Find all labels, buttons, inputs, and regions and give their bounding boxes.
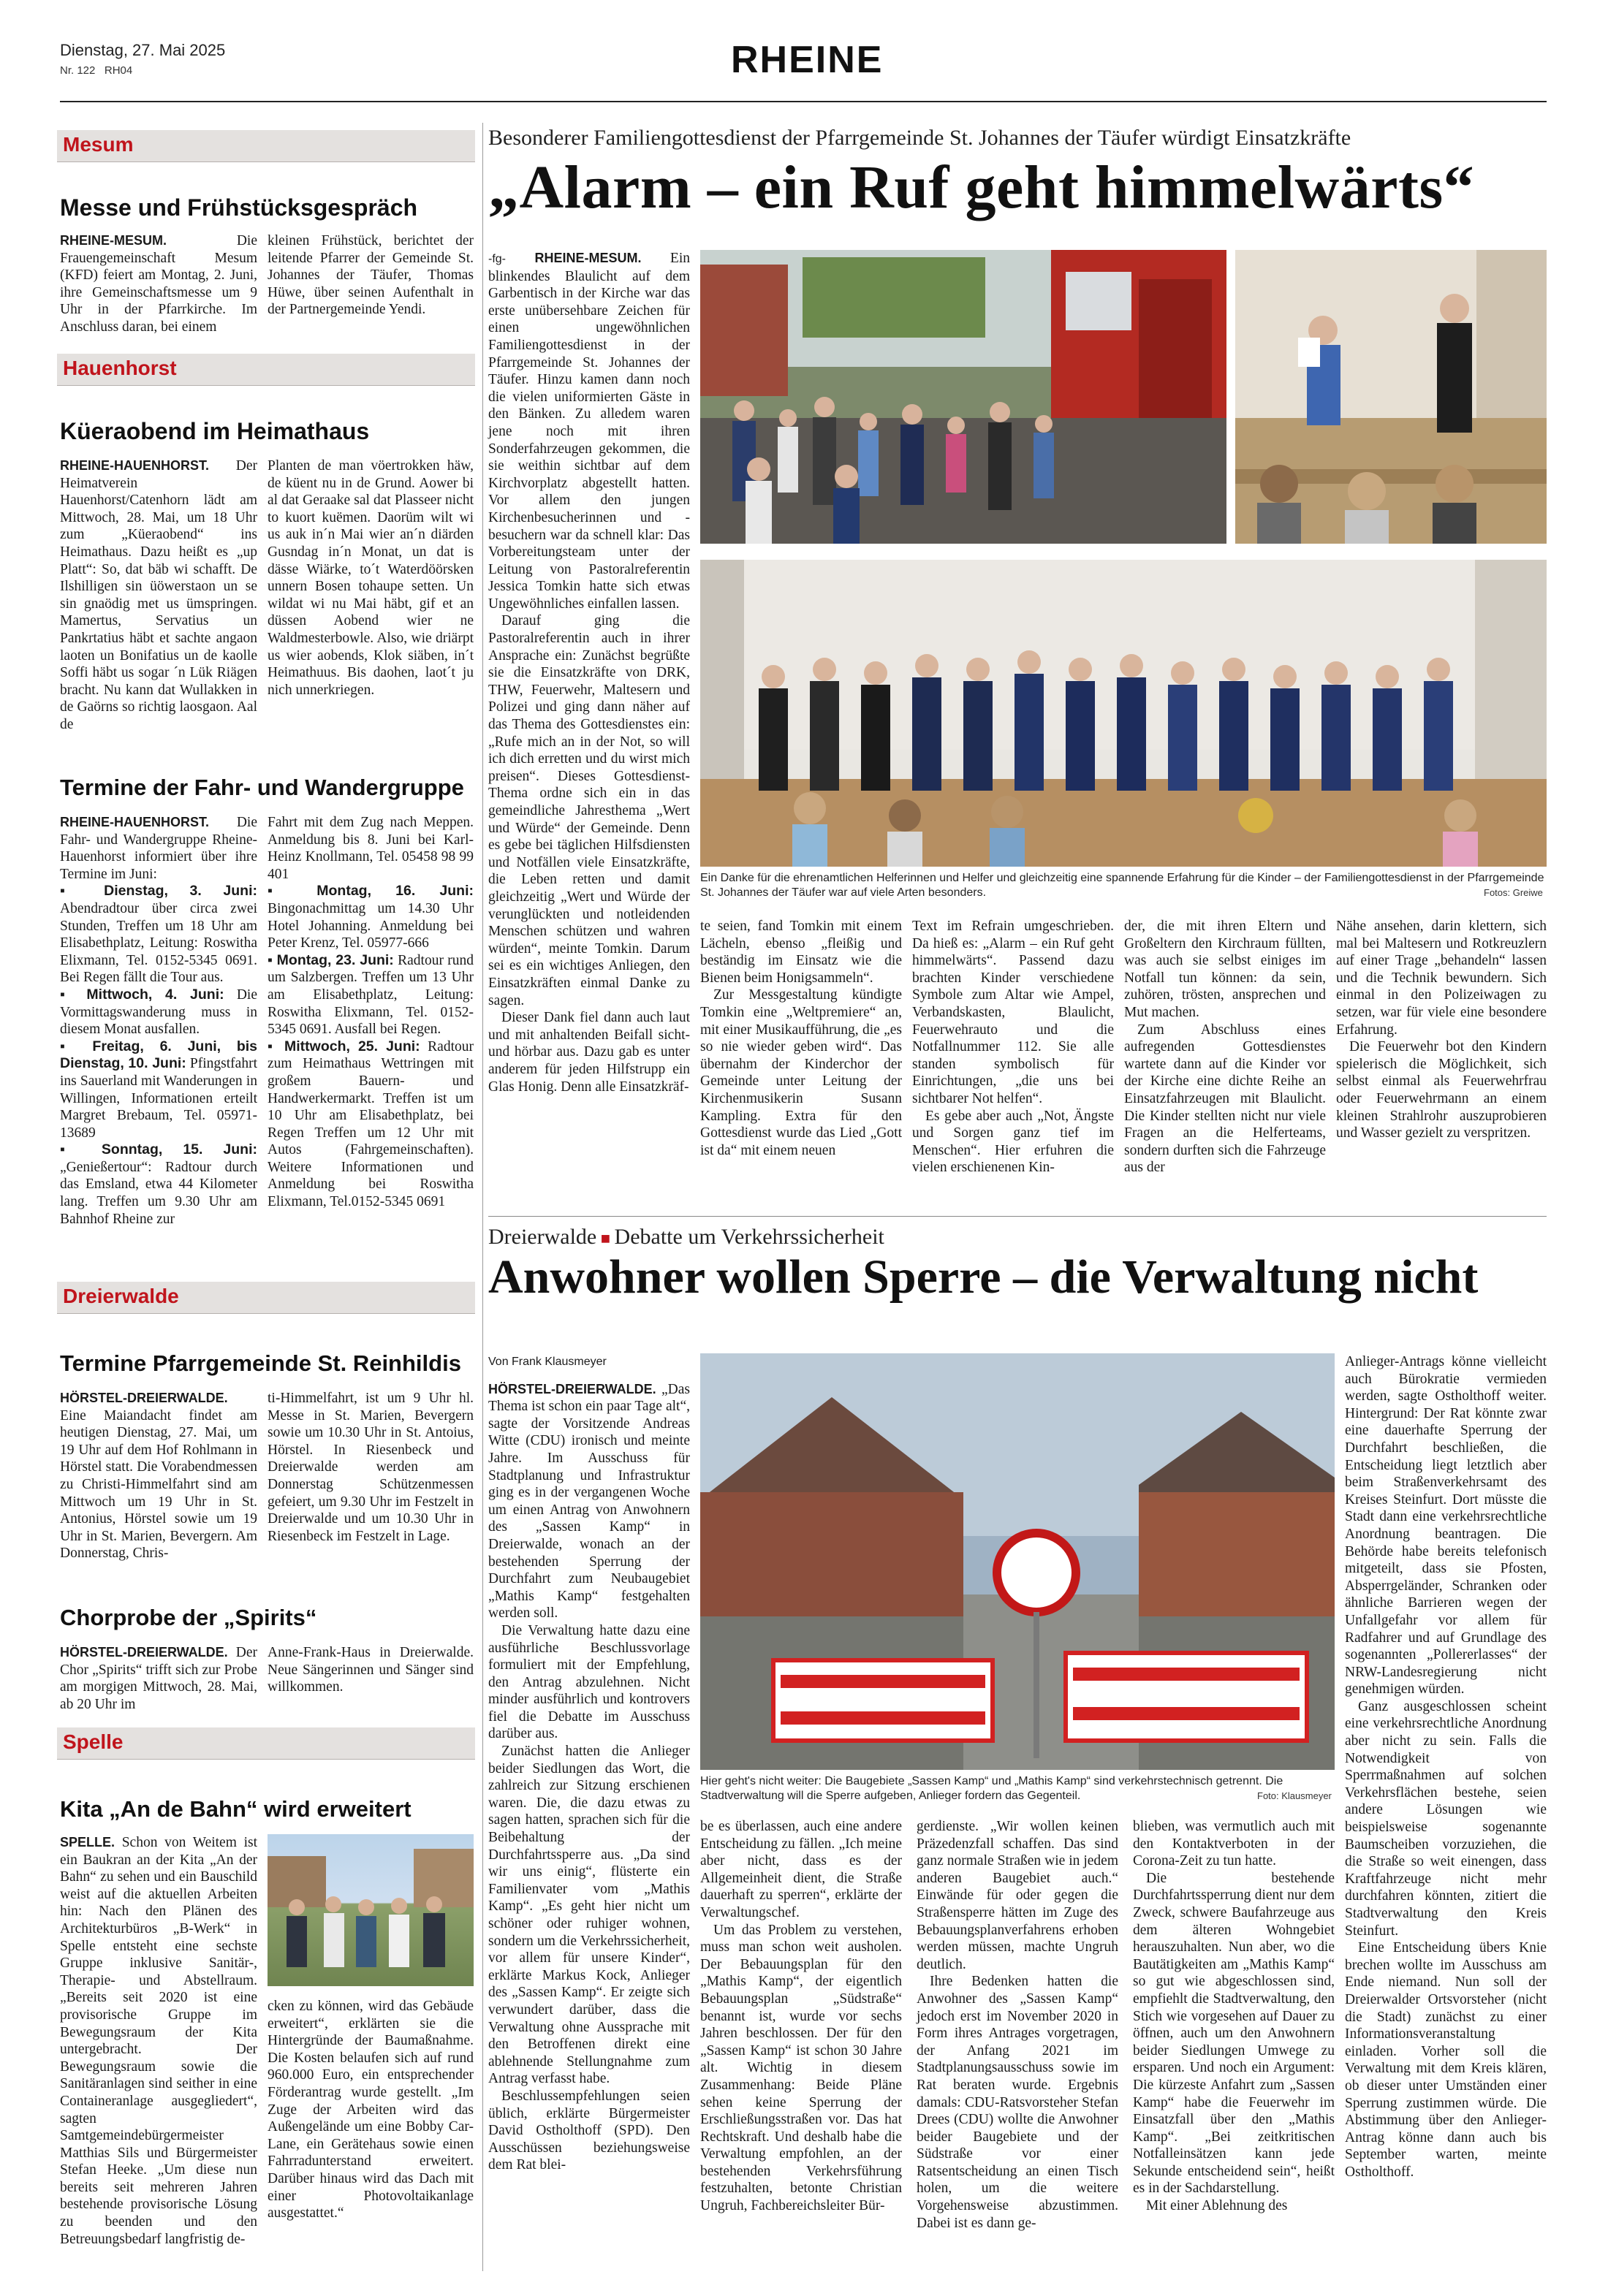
- article1-text-4b: Zum Abschluss eines aufregenden Gottesdienstes wartete dann auf die Kinder vor der Kirche eine dichte Reihe an Einsatzfahrzeugen mit Blaulicht. Die Kinder stellten nicht nur viele Fragen an die Helferteams, sondern durften sich die Fahrzeuge aus der: [1124, 1022, 1326, 1176]
- mesum-dateline: RHEINE-MESUM.: [60, 233, 167, 248]
- article1-col2: [700, 918, 902, 1159]
- mesum-text-1: Die Frauengemeinschaft Mesum (KFD) feiert am Montag, 2. Juni, ihre Gemeinschaftsmesse um 9 Uhr in der Pfarrkirche. Im Anschluss daran, bei einem: [60, 233, 257, 335]
- article2-text-3b: Ihre Bedenken hatten die Anwohner des „Sassen Kamp“ jedoch erst im November 2020 in Form ihres Antrages vorgetragen, der Anfang 2021 im Stadtplanungsausschuss sowie im Rat beraten wurde. Ergebnis damals: CDU-Ratsvorsteher Stefan Drees (CDU) wollte die Anwohner beider Baugebiete und der Südstraße vor einer Ratsentscheidung an einen Tisch holen, um die weitere Vorgehensweise abzustimmen. Dabei ist es dann ge-: [917, 1974, 1118, 2231]
- article1-text-2b: Zur Messgestaltung kündigte Tomkin eine „Weltpremiere“ an, mit einer Musikaufführung, die „es so nie wieder geben wird“. Das übernahm der Kinderchor der Gemeinde unter Leitung der Kirchenmusikerin Susann Kampling. Extra für den Gottesdienst wurde das Lied „Gott ist da“ mit einem neuen: [700, 987, 902, 1158]
- article1-caption: Ein Danke für die ehrenamtlichen Helferinnen und Helfer und gleichzeitig eine spannende Erfahrung für die Kinder – der Familiengottesdienst in der Pfarrgemeinde St. Johannes der Täufer war auf viele Arten besonders.: [700, 872, 1544, 899]
- fahr-intro: Die Fahr- und Wandergruppe Rheine-Hauenhorst informiert über ihre Termine im Juni:: [60, 815, 257, 882]
- article2-text-4b: Die bestehende Durchfahrtssperrung dient nur dem Zweck, schwere Baufahrzeuge aus dem älteren Wohngebiet herauszuhalten. Nun aber, wo die Bautätigkeiten am „Mathis Kamp“ so gut wie abgeschlossen sind, empfiehlt die Stadtverwaltung, den Stich wie vorgesehen auf Dauer zu öffnen, auch um den Anwohnern beider Siedlungen Umwege zu ersparen. Und noch ein Argument: Die kürzeste Anfahrt zum „Sassen Kamp“ habe die Feuerwehr im Einsatzfall über den „Mathis Kamp“. „Bei zeitkritischen Notfalleinsätzen kann jede Sekunde entscheidend sein“, heißt es in der Sachdarstellung.: [1133, 1870, 1335, 2197]
- mesum-col2: [268, 232, 474, 319]
- article1-text-3: Text im Refrain umgeschrieben. Da hieß es: „Alarm – ein Ruf geht himmelwärts“. Passend dazu brachten Kinder verschiedene Symbole zum Altar wie Ampel, Verbandskasten, Blaulicht, Feuerwehrauto und die Notfallnummer 112. Sie alle standen symbolisch für Einrichtungen, „die uns bei sichtbarer Not helfen“.: [912, 919, 1114, 1106]
- fahr-list-2: [268, 883, 474, 1210]
- article2-dateline: HÖRSTEL-DREIERWALDE.: [488, 1381, 656, 1396]
- spirits-col2: [268, 1644, 474, 1696]
- article2-text-4: blieben, was vermutlich auch mit den Kontaktverboten in der Corona-Zeit zu tun hatte.: [1133, 1819, 1335, 1869]
- spelle-text-1: Schon von Weitem ist ein Baukran an der Kita „An der Bahn“ zu sehen und ein Bauschild weist auf die aktuellen Arbeiten hin: Nach den Plänen des Architekturbüros „B-Werk“ in Spelle entsteht eine sechste Gruppe inklusive Sanitär-, Therapie- und Abstellraum. „Bereits seit 2020 ist eine provisorische Gruppe im Bewegungsraum der Kita untergebracht. Der Bewegungsraum sowie die Sanitäranlagen sind seither in eine Containeranlage ausgegliedert“, sagten Samtgemeindebürgermeister Matthias Sils und Bürgermeister Stefan Heeke. „Um diese nun bereits seit mehreren Jahren bestehende provisorische Lösung zu beenden und den Betreuungsbedarf langfristig de-: [60, 1835, 257, 2247]
- list-item: ▪ Mittwoch, 25. Juni: Radtour zum Heimathaus Wettringen mit großem Bauern- und Handwerkermarkt. Treffen ist um 10 Uhr am Elisabethplatz, bei Regen Treffen um 12 Uhr mit Autos (Fahrgemeinschaften). Weitere Informationen und Anmeldung bei Roswitha Elixmann, Tel.0152-5345 0691: [268, 1038, 474, 1210]
- section-label-spelle: Spelle: [63, 1730, 124, 1753]
- article2-kicker: [488, 1225, 884, 1250]
- article2-text-2: be es überlassen, auch eine andere Entscheidung zu fällen. „Ich meine aber nicht, dass es der Allgemeinheit dient, die Straße dauerhaft zu sperren“, erklärte der Verwaltungschef.: [700, 1819, 902, 1920]
- mesum-text-2: kleinen Frühstück, berichtet der leitende Pfarrer der Gemeinde St. Johannes der Täufer, Thomas Hüwe, über seinen Aufenthalt in der Partnergemeinde Yendi.: [268, 233, 474, 318]
- hauenhorst-text-2: Planten de man vöertrokken häw, de küent nu in de Grund. Aower bi al dat Geraake sal dat Plasseer nicht to kuort kuëmen. Daorüm wilt wi us auk in´n Mai wier an´n diärden Gusndag in´n Monat, un dat is dässe Wiärke, to´t Waterdöörsken unnern Bosen tohaupe setten. Un wildat wi nu Mai häbt, gif et an düssen Aobend wier ne Waldmesterbowle. Also, wie driärpt us wier aobends, Klok siäben, in´t Heimathuus. Bis daohen, laot´t ju nich unnerkriegen.: [268, 458, 474, 698]
- fahr-text: Bingonachmittag um 14.30 Uhr Hotel Johanning. Anmeldung bei Peter Krenz, Tel. 05977-666: [268, 900, 474, 951]
- fahr-text: Abendradtour über circa zwei Stunden, Treffen um 18 Uhr am Elisabethplatz, Leitung: Roswitha Elixmann, Tel. 0152-5345 0691. Bei Regen fällt die Tour aus.: [60, 900, 257, 986]
- fahr-headline: Termine der Fahr- und Wandergruppe: [60, 775, 464, 800]
- column-separator: [482, 123, 483, 2271]
- photo-readers: [1235, 250, 1547, 544]
- dreierwalde-col1: [60, 1390, 257, 1562]
- fahr-day: Mittwoch, 25. Juni:: [284, 1038, 420, 1054]
- list-item: ▪ Montag, 16. Juni: Bingonachmittag um 14.30 Uhr Hotel Johanning. Anmeldung bei Peter Krenz, Tel. 05977-666: [268, 883, 474, 951]
- article2-text-1: „Das Thema ist schon ein paar Tage alt“, sagte der Vorsitzende Andreas Witte (CDU) ironisch und meinte Jahre. Im Ausschuss für Stadtplanung und Infrastruktur ging es in der vergangenen Woche um einen Antrag von Anwohnern des „Sassen Kamp“ in Dreierwalde, wonach an der bestehenden Sperrung der Durchfahrt zum Neubaugebiet „Mathis Kamp“ festgehalten werden soll.: [488, 1381, 690, 1622]
- article2-col4: [1133, 1818, 1335, 2215]
- article1-credit: Fotos: Greiwe: [1484, 887, 1543, 898]
- article1-text-4: der, die mit ihren Eltern und Großeltern den Kirchraum füllten, was auch sie selbst einiges im Notfall tun können: da sein, zuhören, trösten, ansprechen und Mut machen.: [1124, 919, 1326, 1020]
- spelle-dateline: SPELLE.: [60, 1835, 115, 1850]
- article2-text-4c: Mit einer Ablehnung des: [1146, 2198, 1288, 2214]
- photo-fire-truck: [700, 250, 1226, 544]
- spelle-col2: [268, 1998, 474, 2222]
- article2-text-5: Anlieger-Antrags könne vielleicht auch Bürokratie vermieden werden, sagte Ostholthoff weiter. Hintergrund: Der Rat könnte zwar eine dauerhafte Sperrung der Durchfahrt beschließen, die Entscheidung liegt letztlich aber beim Straßenverkehrsamt des Kreises Steinfurt. Dort müsste die Stadt dann eine verkehrsrechtliche Anordnung beantragen. Die Behörde habe bereits telefonisch mitgeteilt, dass sie Pfosten, Absperrgeländer, Schranken oder ähnliche Barrieren wegen der Unfallgefahr vor allem für Radfahrer und auf Grundlage des sogenannten „Pollererlasses“ der NRW-Landesregierung nicht genehmigen würden.: [1345, 1354, 1547, 1698]
- masthead-rule: [60, 101, 1547, 102]
- article2-col1: [488, 1353, 690, 2174]
- hauenhorst-dateline: RHEINE-HAUENHORST.: [60, 458, 210, 473]
- photo-helpers-group: [700, 560, 1547, 867]
- spelle-col1: [60, 1834, 257, 2248]
- list-item: ▪ Mittwoch, 4. Juni: Die Vormittagswanderung muss in diesem Monat ausfallen.: [60, 986, 257, 1038]
- spelle-photo: [268, 1834, 474, 1986]
- article2-text-5b: Ganz ausgeschlossen scheint eine verkehrsrechtliche Anordnung aber nicht zu sein. Falls die Notwendigkeit von Sperrmaßnahmen auf solchen Verkehrsflächen bestehe, seien andere Lösungen wie beispielsweise sogenannte Baumscheiben vorzuziehen, die die Straße so weit einengen, dass Kraftfahrzeuge nicht mehr durchfahren könnten, zitiert die Stadtverwaltung den Kreis Steinfurt.: [1345, 1698, 1547, 1939]
- article1-text-1b: Darauf ging die Pastoralreferentin auch in ihrer Ansprache ein: Zunächst begrüßte sie die Einsatzkräfte von DRK, THW, Feuerwehr, Maltesern und Polizei und ging dann näher auf das Thema des Gottesdienstes ein: „Rufe mich an in der Not, so will ich dich erretten und du wirst mich preisen“. Dieses Gottesdienst-Thema ordne sich ein in das gemeindliche Jahresthema „Wert und Würde“ der Gemeinde. Denn es gebe bei täglichen Hilfsdiensten und Notfällen viele Einsatzkräfte, die Leben retten und damit gleichzeitig „Wert und Würde der verunglückten und notleidenden Menschen schützen und wahren würden“, meinte Tomkin. Darum sei es ein wichtiges Anliegen, den Einsatzkräften einmal Danke zu sagen.: [488, 613, 690, 1008]
- article2-text-1d: Beschlussempfehlungen seien üblich, erklärte Bürgermeister David Ostholthoff (SPD). Den Ausschüssen beziehungsweise dem Rat blei-: [488, 2088, 690, 2173]
- list-item: ▪ Sonntag, 15. Juni: „Genießertour“: Radtour durch das Emsland, etwa 44 Kilometer lang. Treffen um 9.30 Uhr am Bahnhof Rheine zur: [60, 1141, 257, 1227]
- article2-text-1b: Die Verwaltung hatte dazu eine ausführliche Beschlussvorlage formuliert mit der Empfehlung, den Antrag abzulehnen. Nicht minder ausführlich und kontrovers fiel die Debatte im Ausschuss darüber aus.: [488, 1622, 690, 1742]
- spirits-dateline: HÖRSTEL-DREIERWALDE.: [60, 1645, 228, 1660]
- list-item: ▪ Dienstag, 3. Juni: Abendradtour über circa zwei Stunden, Treffen um 18 Uhr am Elisabethplatz, Leitung: Roswitha Elixmann, Tel. 0152-5345 0691. Bei Regen fällt die Tour aus.: [60, 883, 257, 986]
- article1-col4: [1124, 918, 1326, 1176]
- kicker-square-icon: ■: [596, 1229, 615, 1247]
- dreierwalde-dateline: HÖRSTEL-DREIERWALDE.: [60, 1391, 228, 1405]
- article2-text-3: gerdienste. „Wir wollen keinen Präzedenzfall schaffen. Das sind ganz normale Straßen wie in jedem anderen Baugebiet auch.“ Einwände für oder gegen die Straßensperre hätten im Zuge des Bebauungsplanverfahrens erhoben werden müssen, machte Ungruh deutlich.: [917, 1819, 1118, 1972]
- article2-byline: Von Frank Klausmeyer: [488, 1356, 607, 1368]
- article2-col3: [917, 1818, 1118, 2232]
- spirits-headline: Chorprobe der „Spirits“: [60, 1605, 317, 1630]
- spelle-headline: Kita „An de Bahn“ wird erweitert: [60, 1796, 412, 1822]
- article2-text-5c: Eine Entscheidung übers Knie brechen wollte im Ausschuss am Ende niemand. Nun soll der Dreierwalder Ortsvorsteher (nicht die Stadt) zunächst zu einer Informationsveranstaltung einladen. Vorher soll die Verwaltung mit dem Kreis klären, ob dieser unter Umständen einer Sperrung zustimmen würde. Die Abstimmung über den Anlieger-Antrag könne dann auch bis September warten, meinte Ostholthoff.: [1345, 1940, 1547, 2180]
- mesum-col1: [60, 232, 257, 336]
- article1-headline: „Alarm – ein Ruf geht himmelwärts“: [488, 153, 1475, 221]
- fahr-day: Montag, 16. Juni:: [316, 883, 474, 900]
- spirits-col1: [60, 1644, 257, 1713]
- section-label-mesum: Mesum: [63, 133, 134, 156]
- hauenhorst-col1: [60, 457, 257, 734]
- dreierwalde-headline: Termine Pfarrgemeinde St. Reinhildis: [60, 1350, 461, 1376]
- article1-text-1c: Dieser Dank fiel dann auch laut und mit anhaltenden Beifall sicht- und hörbar aus. Dazu gab es unter anderem für jeden Hilfstrupp ein Glas Honig. Denn alle Einsatzkräf-: [488, 1010, 690, 1095]
- article1-text-5b: Die Feuerwehr bot den Kindern spielerisch die Möglichkeit, sich selbst einmal als Feuerwehrfrau oder Feuerwehrmann an einem kleinen Strahlrohr auszuprobieren und Wasser gezielt zu verspritzen.: [1336, 1039, 1547, 1141]
- section-head-dreierwalde: [57, 1282, 475, 1314]
- article2-kicker-place: Dreierwalde: [488, 1225, 597, 1249]
- section-head-spelle: [57, 1727, 475, 1760]
- article1-text-5: Nähe ansehen, darin klettern, sich mal bei Maltesern und Rotkreuzlern auf einer Trage „behandeln“ lassen und die Technik bewundern. Sich einmal in den Polizeiwagen zu setzen, war für viele eine besondere Erfahrung.: [1336, 919, 1547, 1038]
- dreierwalde-text-1: Eine Maiandacht findet am heutigen Dienstag, 27. Mai, um 19 Uhr auf dem Hof Rohlmann in Hörstel statt. Die Vorabendmessen zu Christi-Himmelfahrt sind am Mittwoch um 19 Uhr in St. Antonius, Hörstel sowie um 19 Uhr in St. Marien, Bevergern. Am Donnerstag, Chris-: [60, 1407, 257, 1562]
- article1-col1-top: [488, 250, 690, 1095]
- spirits-text-2: Anne-Frank-Haus in Dreierwalde. Neue Sängerinnen und Sänger sind willkommen.: [268, 1645, 474, 1695]
- article2-text-2b: Um das Problem zu verstehen, muss man schon weit ausholen. Der Bebauungsplan für den „Mathis Kamp“, der eigentlich Bebauungsplan „Südstraße“ benannt ist, wurde vor sechs Jahren beschlossen. Der für den „Sassen Kamp“ ist schon 30 Jahre alt. Wichtig in diesem Zusammenhang: Beide Pläne sehen keine Sperrung der Erschließungsstraßen vor. Das hat Rechtskraft. Und deshalb habe die Verwaltung empfohlen, an der bestehenden Verkehrsführung festzuhalten, betonte Christian Ungruh, Fachbereichsleiter Bür-: [700, 1922, 902, 2214]
- article1-text-2: te seien, fand Tomkin mit einem Lächeln, ebenso „fleißig und beständig im Einsatz wie die Bienen beim Honigsammeln“.: [700, 919, 902, 986]
- fahr-list-1: [60, 883, 257, 1228]
- fahr-dateline: RHEINE-HAUENHORST.: [60, 815, 210, 829]
- article1-text-3b: Es gebe aber auch „Not, Ängste und Sorgen ganz tief im Menschen“. Hier erfuhren die vielen erschienenen Kin-: [912, 1108, 1114, 1176]
- fahr-day: Sonntag, 15. Juni:: [101, 1141, 257, 1158]
- spirits-text-1: Der Chor „Spirits“ trifft sich zur Probe am morgigen Mittwoch, 28. Mai, ab 20 Uhr im: [60, 1645, 257, 1712]
- dreierwalde-col2: [268, 1390, 474, 1545]
- article1-kicker: Besonderer Familiengottesdienst der Pfarrgemeinde St. Johannes der Täufer würdigt Einsatzkräfte: [488, 126, 1351, 150]
- mesum-headline: Messe und Frühstücksgespräch: [60, 194, 418, 221]
- article2-col5: [1345, 1353, 1547, 2181]
- fahr-text: Pfingstfahrt ins Sauerland mit Wanderungen in Willingen, Informationen erteilt Margret Brebaum, Tel. 05971-13689: [60, 1056, 257, 1141]
- article2-caption: Hier geht's nicht weiter: Die Baugebiete „Sassen Kamp“ und „Mathis Kamp“ sind verkehrstechnisch getrennt. Die Stadtverwaltung will die Sperre aufgeben, Anlieger fordern das Gegenteil.: [700, 1775, 1283, 1802]
- article1-byline: -fg-: [488, 253, 506, 265]
- hauenhorst-col2: [268, 457, 474, 699]
- section-label-hauenhorst: Hauenhorst: [63, 357, 177, 379]
- hauenhorst-text-1: Der Heimatverein Hauenhorst/Catenhorn lädt am Mittwoch, 28. Mai, um 18 Uhr zum „Küeraobend“ ins Heimathaus. Dazu heißt es „up Platt“: So, dat bäb wi schafft. De Ilshilligen sin üöwerstaon un se sin gnaödig met us ümspringen. Mamertus, Servatius un Pankrtatius häbt et sachte angaon laoten un Bonifatius un de kaolle Soffi häbt us sogar ´n Lük Riägen bracht. Nu kann dat Wullakken in de Gaörns so richtig laosgaon. Aal de: [60, 458, 257, 732]
- section-head-hauenhorst: [57, 354, 475, 386]
- article1-col3: [912, 918, 1114, 1176]
- fahr-day: Mittwoch, 4. Juni:: [86, 986, 224, 1003]
- dreierwalde-text-2: ti-Himmelfahrt, ist um 9 Uhr hl. Messe in St. Marien, Bevergern sowie um 10.30 Uhr in St. Antoius, Hörstel. In Riesenbeck und Dreierwalde werden am Donnerstag Schützenmessen gefeiert, um 9.30 Uhr im Festzelt in Dreierwalde und um 10.30 Uhr in Riesenbeck im Festzelt in Lage.: [268, 1391, 474, 1544]
- masthead-issue: Nr. 122 RH04: [60, 64, 133, 77]
- fahr-day: Freitag, 6. Juni, bis Dienstag, 10. Juni:: [60, 1038, 257, 1072]
- outdoor-scene-illustration: [700, 250, 1226, 544]
- article1-dateline: RHEINE-MESUM.: [534, 251, 642, 265]
- article2-text-1c: Zunächst hatten die Anlieger beider Siedlungen das Wort, die zahlreich zur Sitzung erschienen waren. Die, die dazu etwas zu sagen hatten, sprachen sich für die Beibehaltung der Durchfahrtssperre aus. „Da sind wir uns einig“, flüsterte ein Familienvater vom „Mathis Kamp“. „Es geht hier nicht um schöner oder ruhiger wohnen, sondern um die Verkehrssicherheit, vor allem für unsere Kinder“, erklärte Markus Kock, Anlieger des „Sassen Kamp“. Er zeigte sich verwundert darüber, dass die Verwaltung ohne Aussprache mit den Betroffenen direkt eine ablehnende Stellungnahme zum Antrag verfasst habe.: [488, 1744, 690, 2087]
- fahr-text: „Genießertour“: Radtour durch das Emsland, etwa 44 Kilometer lang. Treffen um 9.30 Uhr am Bahnhof Rheine zur: [60, 1159, 257, 1227]
- fahr-col1: [60, 814, 257, 1228]
- list-item: ▪ Freitag, 6. Juni, bis Dienstag, 10. Juni: Pfingstfahrt ins Sauerland mit Wanderungen in Willingen, Informationen erteilt Margret Brebaum, Tel. 05971-13689: [60, 1038, 257, 1141]
- list-item: ▪ Montag, 23. Juni: Radtour rund um Salzbergen. Treffen um 13 Uhr am Elisabethplatz, Leitung: Roswitha Elixmann, Tel. 0152-5345 0691. Ausfall bei Regen.: [268, 951, 474, 1038]
- fahr-text: Radtour zum Heimathaus Wettringen mit großem Bauern- und Handwerkermarkt. Treffen ist um 10 Uhr am Elisabethplatz, bei Regen Treffen um 12 Uhr mit Autos (Fahrgemeinschaften). Weitere Informationen und Anmeldung bei Roswitha Elixmann, Tel.0152-5345 0691: [268, 1038, 474, 1210]
- section-head-mesum: [57, 130, 475, 162]
- group-photo-illustration: [268, 1834, 474, 1986]
- fahr-col2: [268, 814, 474, 1211]
- fahr-col2-lead: Fahrt mit dem Zug nach Meppen. Anmeldung bis 8. Juni bei Karl-Heinz Knollmann, Tel. 05458 98 99 401: [268, 815, 474, 882]
- fahr-text: Radtour rund um Salzbergen. Treffen um 13 Uhr am Elisabethplatz, Leitung: Roswitha Elixmann, Tel. 0152-5345 0691. Ausfall bei Regen.: [268, 952, 474, 1038]
- fahr-text: Die Vormittagswanderung muss in diesem Monat ausfallen.: [60, 987, 257, 1038]
- article2-credit: Foto: Klausmeyer: [1257, 1790, 1332, 1801]
- hauenhorst-headline: Küeraobend im Heimathaus: [60, 418, 370, 444]
- church-reading-illustration: [1235, 250, 1547, 544]
- article-separator: [488, 1216, 1547, 1217]
- article1-col5: [1336, 918, 1547, 1142]
- article2-headline: Anwohner wollen Sperre – die Verwaltung nicht: [488, 1250, 1479, 1304]
- masthead-title: RHEINE: [731, 39, 884, 81]
- fahr-day: Montag, 23. Juni:: [276, 951, 394, 968]
- road-barrier-illustration: [700, 1353, 1335, 1770]
- helpers-group-illustration: [700, 560, 1547, 867]
- article2-col2: [700, 1818, 902, 2215]
- spelle-text-2: cken zu können, wird das Gebäude erweitert“, erklärten sie die Hintergründe der Baumaßnahme. Die Kosten belaufen sich auf rund 960.000 Euro, ein entsprechender Förderantrag wurde gestellt. „Im Zuge der Arbeiten wird das Außengelände um eine Bobby Car-Lane, ein Gerätehaus sowie einen Fahrradunterstand erweitert. Darüber hinaus wird das Dach mit einer Photovoltaikanlage ausgestattet.“: [268, 1999, 474, 2221]
- section-label-dreierwalde: Dreierwalde: [63, 1285, 179, 1307]
- article1-text-1: Ein blinkendes Blaulicht auf dem Garbentisch in der Kirche war das erste unübersehbare Zeichen für einen ungewöhnlichen Familiengottesdienst in der Pfarrgemeinde St. Johannes der Täufer. Hinzu kamen dann noch die vielen uniformierten Gäste in den Bänken. Zu alledem waren jene noch mit ihren Sonderfahrzeugen gekommen, die sie weithin sichtbar auf dem Kirchvorplatz abgestellt hatten. Vor allem den jungen Kirchenbesucherinnen und -besuchern war da schnell klar: Das Vorbereitungsteam unter der Leitung von Pastoralreferentin Jessica Tomkin hatte sich etwas Ungewöhnliches einfallen lassen.: [488, 251, 691, 612]
- article2-kicker-text: Debatte um Verkehrssicherheit: [614, 1225, 884, 1249]
- masthead-date: Dienstag, 27. Mai 2025: [60, 41, 226, 59]
- photo-road-barrier: [700, 1353, 1335, 1770]
- fahr-day: Dienstag, 3. Juni:: [104, 883, 257, 900]
